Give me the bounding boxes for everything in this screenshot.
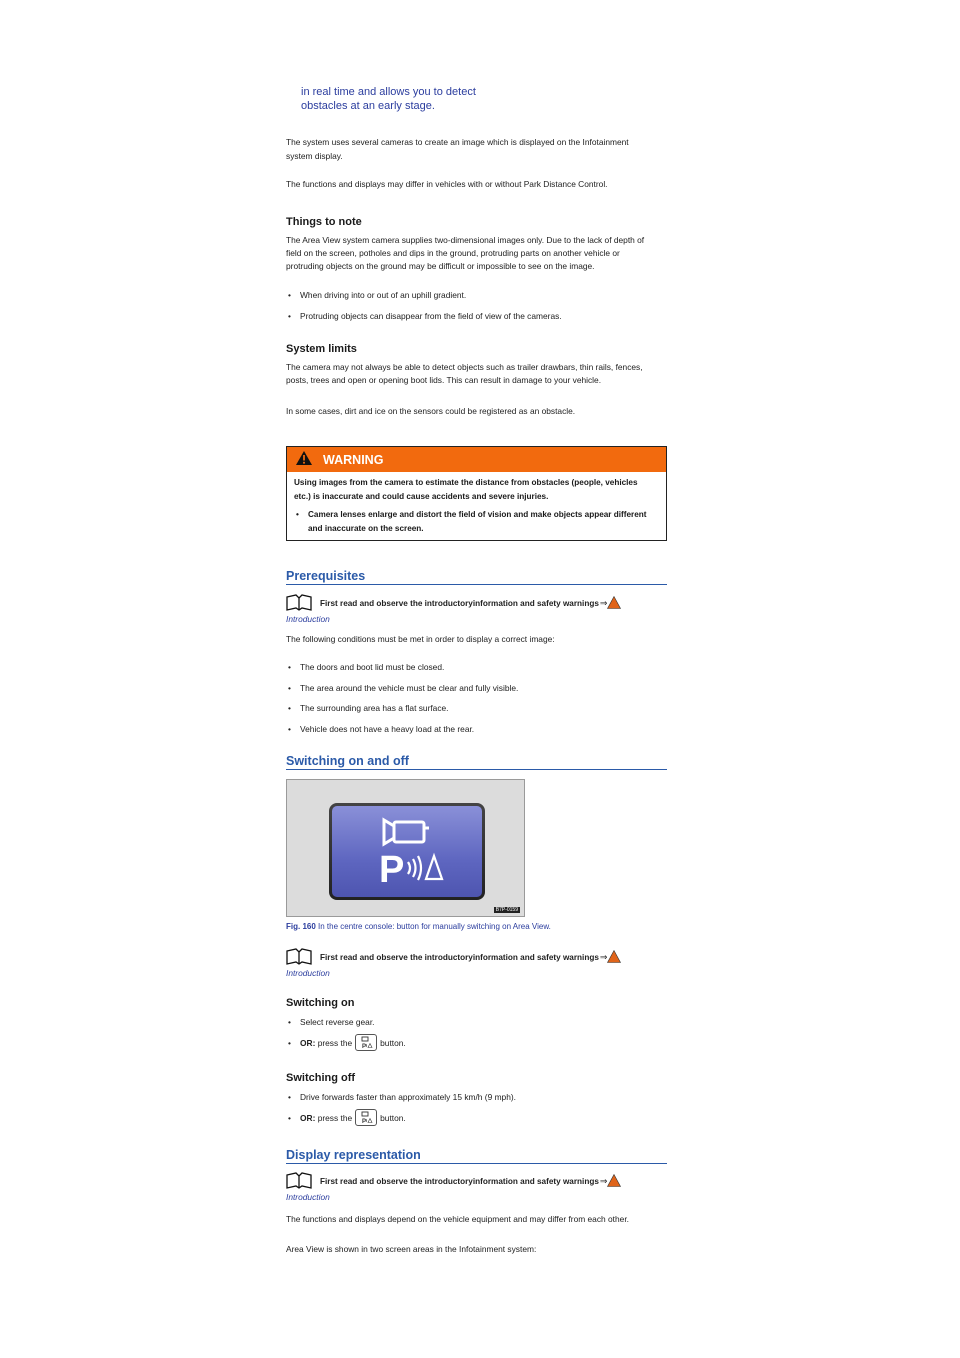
press-the-text: press the xyxy=(317,1112,353,1123)
svg-text:P: P xyxy=(379,849,405,891)
button-word: button. xyxy=(380,1037,406,1048)
text-line: The Area View system camera supplies two-dimensional images only. Due to the lack of depth of xyxy=(286,235,645,245)
svg-text:P: P xyxy=(362,1044,367,1050)
list-item: • The area around the vehicle must be clear and fully visible. xyxy=(288,683,518,693)
heading-switching-on: Switching on xyxy=(286,997,355,1009)
list-item: • Drive forwards faster than approximately 15 km/h (9 mph). xyxy=(288,1092,516,1102)
reference-arrow: ⇒ xyxy=(599,598,608,608)
text-line: Using images from the camera to estimate the distance from obstacles (people, vehicles xyxy=(294,478,638,487)
intro-line: in real time and allows you to detect xyxy=(301,86,476,98)
warning-triangle-icon xyxy=(607,950,621,965)
system-limits-paragraph xyxy=(286,361,643,387)
warning-title: WARNING xyxy=(323,452,384,467)
area-view-button-face xyxy=(332,806,482,897)
warning-triangle-icon xyxy=(607,596,621,611)
figure-caption-text: In the centre console: button for manually switching on Area View. xyxy=(315,922,551,931)
text-line: The camera may not always be able to detect objects such as trailer drawbars, thin rails, fences, xyxy=(286,362,643,372)
text-line: system display. xyxy=(286,151,343,161)
list-item: • Protruding objects can disappear from the field of view of the cameras. xyxy=(288,311,562,321)
book-icon xyxy=(286,594,312,613)
heading-switching-off: Switching off xyxy=(286,1072,356,1084)
intro-reference[interactable] xyxy=(286,948,621,967)
reference-arrow: ⇒ xyxy=(599,1176,608,1186)
reference-text: First read and observe the introductoryinformation and safety warnings xyxy=(320,1177,599,1186)
text-line: posts, trees and open or opening boot lids. This can result in damage to your vehicle. xyxy=(286,375,602,385)
figure-code: B7P-0159 xyxy=(495,907,518,913)
prerequisites-paragraph: The following conditions must be met in order to display a correct image: xyxy=(286,634,555,644)
body-paragraph xyxy=(286,135,629,163)
area-view-button-icon xyxy=(355,1034,377,1051)
figure-area-view-button xyxy=(286,779,525,917)
area-view-button-icon xyxy=(355,1109,377,1126)
figure-label: Fig. 160 xyxy=(286,922,316,931)
warning-triangle-icon xyxy=(607,1174,621,1189)
book-icon xyxy=(286,948,312,967)
or-label: • OR: xyxy=(300,1112,316,1123)
intro-reference[interactable] xyxy=(286,594,621,613)
display-paragraph: Area View is shown in two screen areas in the Infotainment system: xyxy=(286,1244,537,1254)
warning-bullet xyxy=(294,508,660,535)
display-paragraph: The functions and displays depend on the vehicle equipment and may differ from each other. xyxy=(286,1214,629,1224)
reference-arrow: ⇒ xyxy=(599,952,608,962)
or-label: • OR: xyxy=(300,1037,316,1048)
things-to-note-paragraph xyxy=(286,234,644,273)
text-line: protruding objects on the ground may be difficult or impossible to see on the image. xyxy=(286,261,595,271)
warning-triangle-icon xyxy=(295,450,313,469)
list-item: • The doors and boot lid must be closed. xyxy=(288,662,444,672)
reference-text: First read and observe the introductoryinformation and safety warnings xyxy=(320,599,599,608)
intro-line: obstacles at an early stage. xyxy=(301,99,435,112)
system-limits-paragraph: In some cases, dirt and ice on the sensors could be registered as an obstacle. xyxy=(286,406,576,416)
section-title-display: Display representation xyxy=(286,1148,667,1164)
list-item xyxy=(288,1034,406,1051)
list-item: • The surrounding area has a flat surface. xyxy=(288,703,449,713)
text-line: field on the screen, potholes and dips in the ground, protruding parts on another vehicle or xyxy=(286,248,620,258)
body-paragraph: The functions and displays may differ in vehicles with or without Park Distance Control. xyxy=(286,179,608,189)
text-line: • Camera lenses enlarge and distort the field of vision and make objects appear different xyxy=(308,510,647,519)
warning-header xyxy=(287,447,666,472)
introduction-link[interactable]: Introduction xyxy=(286,968,330,978)
text-line: etc.) is inaccurate and could cause accidents and severe injuries. xyxy=(294,491,549,501)
section-title-switching: Switching on and off xyxy=(286,754,667,770)
introduction-link[interactable]: Introduction xyxy=(286,1192,330,1202)
svg-text:P: P xyxy=(362,1119,367,1125)
list-item xyxy=(288,1109,406,1126)
list-item: • Select reverse gear. xyxy=(288,1017,374,1027)
heading-things-to-note: Things to note xyxy=(286,216,362,228)
heading-system-limits: System limits xyxy=(286,343,357,355)
warning-body xyxy=(287,472,666,535)
introduction-link[interactable]: Introduction xyxy=(286,614,330,624)
intro-text xyxy=(301,86,541,113)
warning-box xyxy=(286,446,667,541)
button-word: button. xyxy=(380,1112,406,1123)
section-title-prerequisites: Prerequisites xyxy=(286,569,667,585)
figure-caption xyxy=(286,922,551,931)
intro-reference[interactable] xyxy=(286,1172,621,1191)
list-item: • When driving into or out of an uphill gradient. xyxy=(288,290,466,300)
reference-text: First read and observe the introductoryinformation and safety warnings xyxy=(320,953,599,962)
book-icon xyxy=(286,1172,312,1191)
press-the-text: press the xyxy=(317,1037,353,1048)
text-line: and inaccurate on the screen. xyxy=(308,523,424,533)
camera-park-icon xyxy=(332,806,482,897)
list-item: • Vehicle does not have a heavy load at the rear. xyxy=(288,724,474,734)
area-view-button-illustration xyxy=(329,803,485,900)
text-line: The system uses several cameras to create an image which is displayed on the Infotainment xyxy=(286,137,629,147)
